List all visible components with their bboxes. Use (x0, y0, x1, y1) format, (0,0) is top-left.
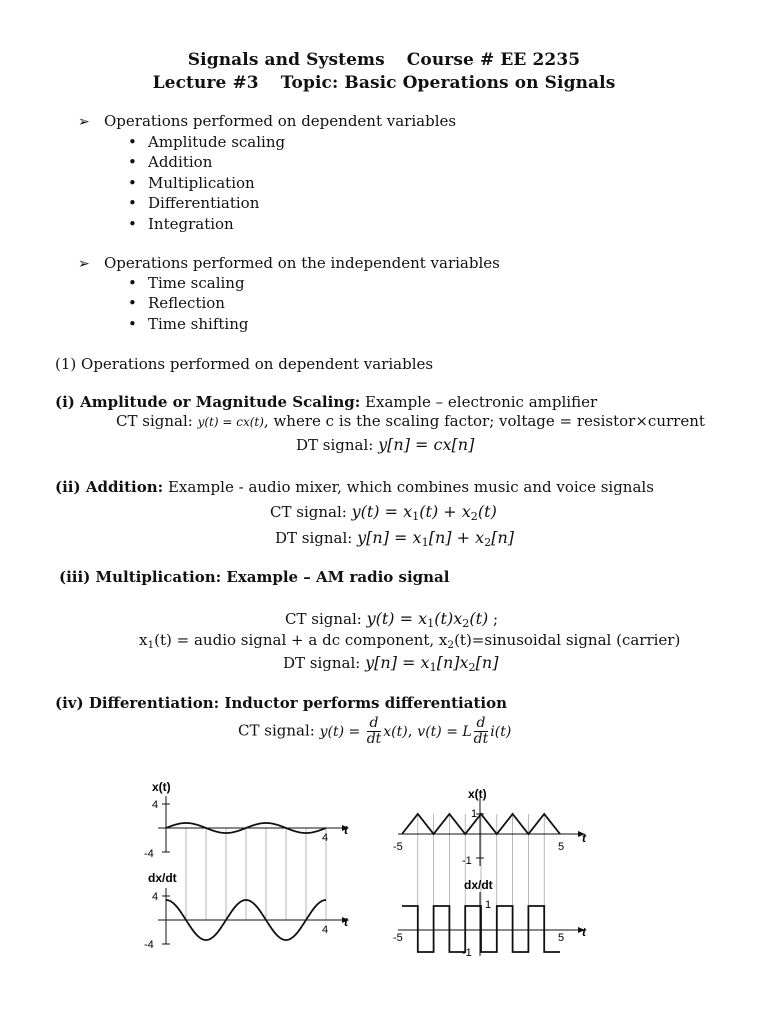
scaling-ct: CT signal: y(t) = cx(t), where c is the scaling factor; voltage = resistor×current (116, 412, 705, 430)
course-title (0, 50, 768, 70)
dependent-heading: ➢ Operations performed on dependent variables (78, 112, 457, 130)
differentiation-ct-formula: y(t) = $\frac{d}{dt}$ x(t) (319, 715, 408, 747)
addition-ct-formula: $y(t) = x_1(t) + x_2(t)$ (351, 502, 497, 523)
right-top-ymin: -1 (462, 855, 472, 867)
right-top-ymax: 1 (471, 808, 478, 820)
left-bottom-label: dx/dt (148, 871, 177, 885)
multiplication-note: $x_1(t)$ = audio signal + a dc component, $x_2(t)=sinusoidal$ signal (carrier) (139, 631, 681, 651)
list-item: • Integration (128, 215, 234, 233)
right-bottom-t: t (582, 925, 586, 939)
left-top-ymin: -4 (144, 848, 154, 860)
list-item: • Amplitude scaling (128, 133, 286, 151)
left-top-label: x(t) (152, 780, 171, 794)
multiplication-ct-formula: $y(t) = x_1(t)x_2(t)$ (366, 609, 489, 630)
lecture-number: Lecture #3 (152, 73, 259, 93)
scaling-heading: (i) Amplitude or Magnitude Scaling: Example – electronic amplifier (55, 393, 598, 411)
sine-derivative-plot (130, 778, 350, 968)
arrow-bullet-icon: ➢ (78, 114, 90, 130)
addition-heading: (ii) Addition: Example - audio mixer, which combines music and voice signals (55, 478, 654, 496)
addition-dt: DT signal: $y[n] = x_1[n] + x_2[n]$ (275, 528, 515, 549)
differentiation-heading: (iv) Differentiation: Inductor performs differentiation (55, 694, 508, 712)
addition-ct: CT signal: $y(t) = x_1(t) + x_2(t)$ (270, 502, 497, 523)
left-bottom-xtick: 4 (322, 924, 329, 936)
independent-heading: ➢ Operations performed on the independent variables (78, 254, 500, 272)
left-bottom-ymin: -4 (144, 939, 154, 951)
scaling-dt-formula: y[n] = cx[n] (378, 435, 475, 454)
list-item: • Multiplication (128, 174, 255, 192)
right-top-label: x(t) (468, 787, 487, 801)
inductor-formula: v(t) = L $\frac{d}{dt}$ i(t) (417, 715, 512, 747)
addition-dt-formula: $y[n] = x_1[n] + x_2[n]$ (357, 528, 515, 549)
triangle-square-plot (390, 784, 600, 969)
left-top-xtick: 4 (322, 832, 329, 844)
left-top-ymax: 4 (152, 799, 159, 811)
multiplication-heading: (iii) Multiplication: Example – AM radio signal (59, 568, 450, 586)
section-heading: (1) Operations performed on dependent variables (55, 355, 434, 373)
lecture-topic: Topic: Basic Operations on Signals (280, 73, 616, 93)
scaling-ct-formula: y(t) = cx(t) (197, 415, 264, 429)
multiplication-dt-formula: $y[n] = x_1[n]x_2[n]$ (365, 653, 499, 674)
list-item: • Time shifting (128, 315, 249, 333)
lecture-title (0, 73, 768, 93)
right-bottom-xmax: 5 (558, 932, 565, 944)
right-bottom-ymax: 1 (485, 899, 492, 911)
arrow-bullet-icon: ➢ (78, 256, 90, 272)
left-top-t: t (344, 823, 348, 837)
list-item: • Differentiation (128, 194, 260, 212)
list-item: • Reflection (128, 294, 225, 312)
right-bottom-label: dx/dt (464, 878, 493, 892)
multiplication-dt: DT signal: $y[n] = x_1[n]x_2[n]$ (283, 653, 499, 674)
right-bottom-xmin: -5 (393, 932, 403, 944)
course-name: Signals and Systems (187, 50, 385, 70)
list-item: • Time scaling (128, 274, 245, 292)
left-bottom-t: t (344, 915, 348, 929)
differentiation-ct: CT signal: y(t) = $\frac{d}{dt}$ x(t), v(t) = L $\frac{d}{dt}$ i(t) (238, 715, 512, 747)
right-top-t: t (582, 831, 586, 845)
list-item: • Addition (128, 153, 213, 171)
right-top-xmax: 5 (558, 841, 565, 853)
multiplication-ct: CT signal: $y(t) = x_1(t)x_2(t)$ ; (285, 609, 499, 630)
right-top-xmin: -5 (393, 841, 403, 853)
right-bottom-ymin: -1 (462, 947, 472, 959)
scaling-dt: DT signal: y[n] = cx[n] (296, 435, 475, 454)
course-number: Course # EE 2235 (406, 50, 581, 70)
left-bottom-ymax: 4 (152, 891, 159, 903)
